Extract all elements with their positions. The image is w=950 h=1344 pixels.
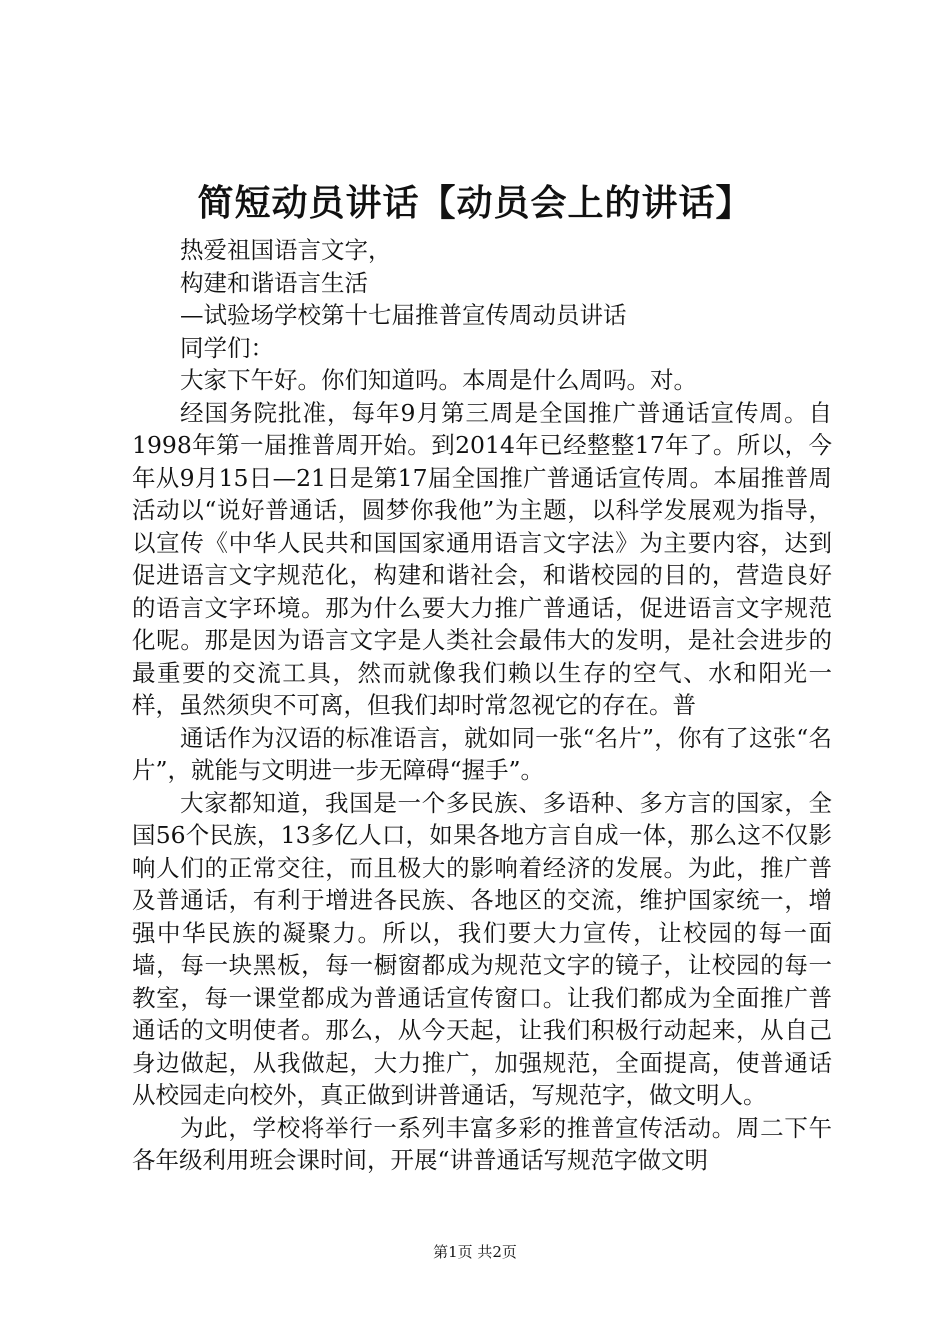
page-number-footer: 第1页 共2页 (433, 1243, 517, 1261)
paragraph-3: 大家都知道，我国是一个多民族、多语种、多方言的国家，全国56个民族，13多亿人口，如果各地方言自成一体，那么这不仅影响人们的正常交往，而且极大的影响着经济的发展。为此，推广普及普通话，有利于增进各民族、各地区的交流，维护国家统一，增强中华民族的凝聚力。所以，我们要大力宣传，让校园的每一面墙，每一块黑板，每一橱窗都成为规范文字的镜子，让校园的每一教室，每一课堂都成为普通话宣传窗口。让我们都成为全面推广普通话的文明使者。那么，从今天起，让我们积极行动起来，从自己身边做起，从我做起，大力推广，加强规范，全面提高，使普通话从校园走向校外，真正做到讲普通话，写规范字，做文明人。 (132, 788, 832, 1109)
subtitle-line-1: 热爱祖国语言文字， (180, 236, 392, 264)
paragraph-1: 经国务院批准，每年9月第三周是全国推广普通话宣传周。自1998年第一届推普周开始。到2014年已经整整17年了。所以，今年从9月15日—21日是第17届全国推广普通话宣传周。本届推普周活动以“说好普通话，圆梦你我他”为主题，以科学发展观为指导，以宣传《中华人民共和国国家通用语言文字法》为主要内容，达到促进语言文字规范化，构建和谐社会，和谐校园的目的，营造良好的语言文字环境。那为什么要大力推广普通话，促进语言文字规范化呢。那是因为语言文字是人类社会最伟大的发明，是社会进步的最重要的交流工具，然而就像我们赖以生存的空气、水和阳光一样，虽然须臾不可离，但我们却时常忽视它的存在。普 (132, 398, 832, 719)
salutation: 同学们： (180, 333, 274, 362)
subtitle-line-3: —试验场学校第十七届推普宣传周动员讲话 (180, 301, 627, 329)
greeting: 大家下午好。你们知道吗。本周是什么周吗。对。 (180, 366, 697, 394)
paragraph-2: 通话作为汉语的标准语言，就如同一张“名片”，你有了这张“名片”，就能与文明进一步无障碍“握手”。 (132, 723, 832, 784)
document-body (132, 234, 832, 1177)
subtitle-line-2: 构建和谐语言生活 (180, 268, 368, 297)
document-title: 简短动员讲话【动员会上的讲话】 (197, 182, 753, 224)
paragraph-4: 为此，学校将举行一系列丰富多彩的推普宣传活动。周二下午各年级利用班会课时间，开展“讲普通话写规范字做文明 (132, 1113, 832, 1174)
